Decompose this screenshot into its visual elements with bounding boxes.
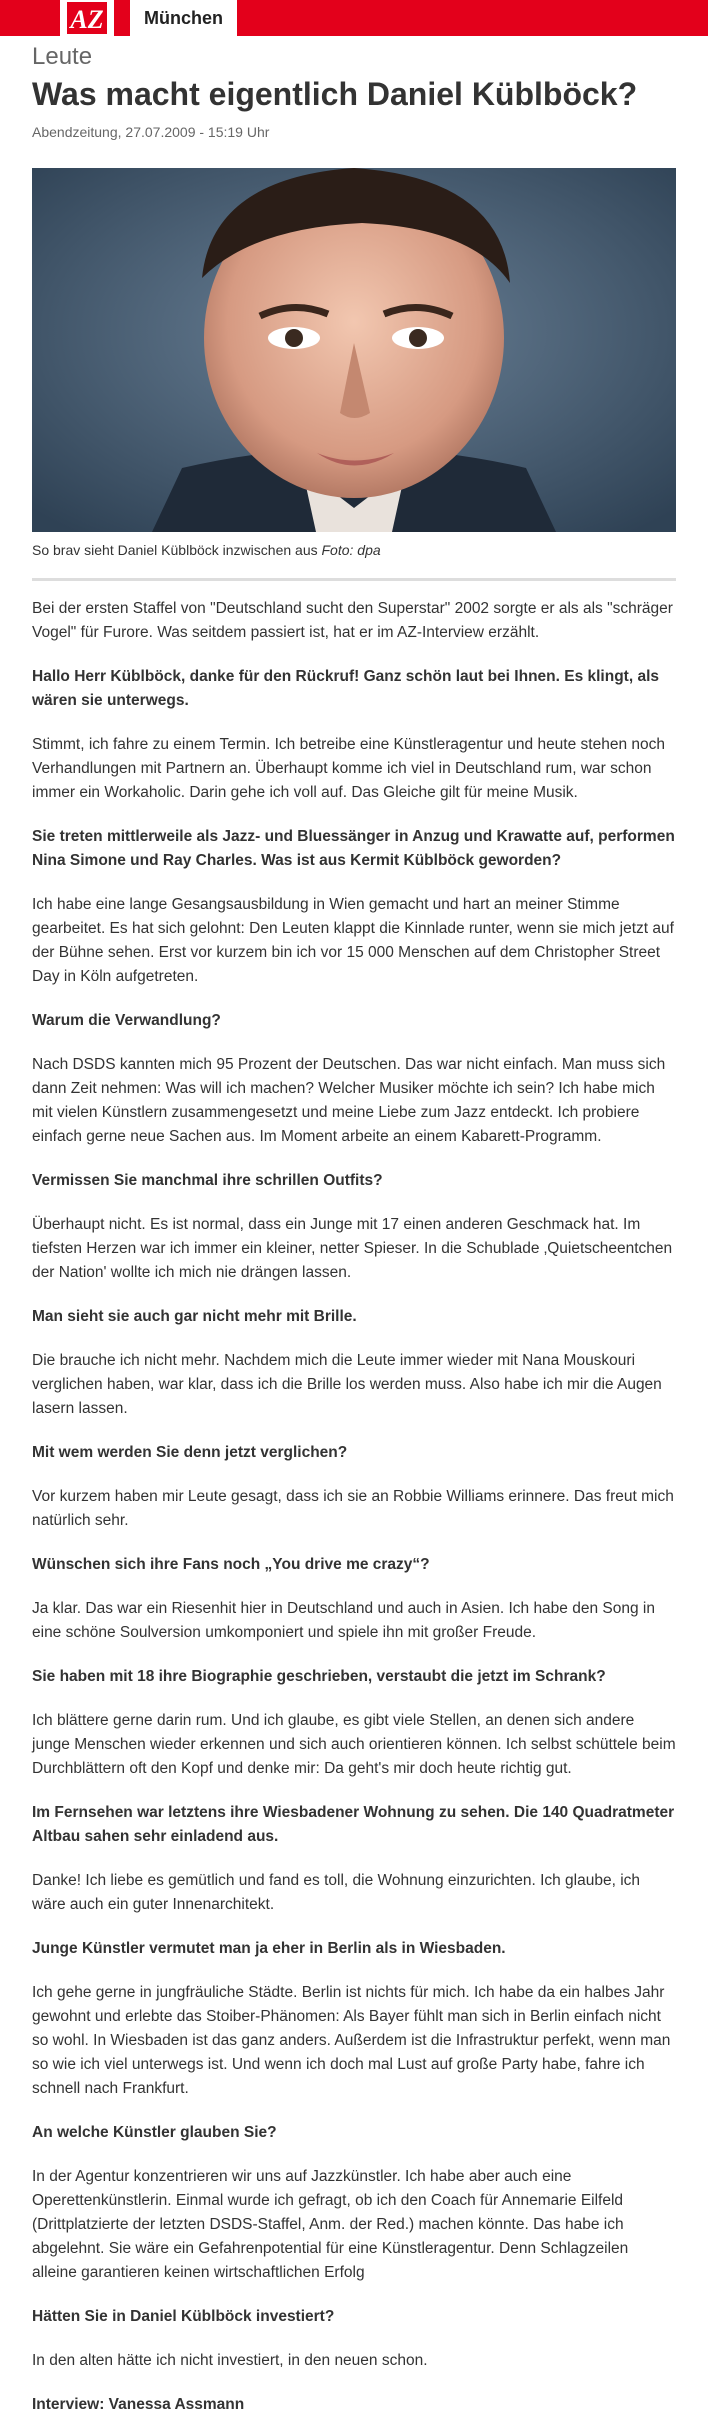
article-title: Was macht eigentlich Daniel Küblböck? [32, 76, 638, 112]
interview-answer: Danke! Ich liebe es gemütlich und fand es toll, die Wohnung einzurichten. Ich glaube, ich wäre auch ein guter Innenarchitekt. [32, 1872, 641, 1913]
article-photo [32, 168, 676, 532]
interview-answer: In den alten hätte ich nicht investiert, in den neuen schon. [32, 2352, 428, 2369]
az-logo-mark [65, 2, 109, 34]
interview-question: Hallo Herr Küblböck, danke für den Rückruf! Ganz schön laut bei Ihnen. Es klingt, als wären sie unterwegs. [32, 668, 659, 709]
interview-answer: Die brauche ich nicht mehr. Nachdem mich die Leute immer wieder mit Nana Mouskouri verglichen haben, war klar, dass ich die Brille los werden muss. Also habe ich mir die Augen lasern lassen. [32, 1352, 662, 1417]
portrait-image [32, 168, 676, 532]
interview-answer: Ja klar. Das war ein Riesenhit hier in Deutschland und auch in Asien. Ich habe den Song in eine schöne Soulversion umkomponiert und spiele ihn mit großer Freude. [32, 1600, 655, 1641]
interview-question: Sie haben mit 18 ihre Biographie geschrieben, verstaubt die jetzt im Schrank? [32, 1668, 606, 1685]
section-kicker[interactable]: Leute [32, 43, 93, 70]
interview-question: Hätten Sie in Daniel Küblböck investiert? [32, 2308, 335, 2325]
photo-caption [0, 532, 708, 568]
interview-answer: Ich habe eine lange Gesangsausbildung in Wien gemacht und hart an meiner Stimme gearbeitet. Es hat sich gelohnt: Den Leuten klappt die Kinnlade runter, wenn sie mich jetzt auf der Bühne sehen. Erst vor kurzem bin ich vor 15 000 Menschen auf dem Christopher Street Day in Köln aufgetreten. [32, 896, 674, 985]
svg-text:AZ: AZ [70, 5, 104, 34]
caption-text: So brav sieht Daniel Küblböck inzwischen aus [32, 542, 318, 558]
interview-answer: In der Agentur konzentrieren wir uns auf Jazzkünstler. Ich habe aber auch eine Operettenkünstlerin. Einmal wurde ich gefragt, ob ich den Coach für Annemarie Eilfeld (Drittplatzierte der letzten DSDS-Staffel, Anm. der Red.) machen könnte. Das habe ich abgelehnt. Sie wäre ein Gefahrenpotential für eine Künstleragentur. Denn Schlagzeilen alleine garantieren keinen wirtschaftlichen Erfolg [32, 2168, 629, 2281]
interview-author: Interview: Vanessa Assmann [32, 2396, 245, 2413]
top-bar [0, 0, 708, 36]
interview-question: An welche Künstler glauben Sie? [32, 2124, 277, 2141]
photo-credit: Foto: dpa [321, 542, 381, 558]
interview-question: Man sieht sie auch gar nicht mehr mit Brille. [32, 1308, 357, 1325]
article-meta: Abendzeitung, 27.07.2009 - 15:19 Uhr [32, 124, 270, 140]
interview-answer: Nach DSDS kannten mich 95 Prozent der Deutschen. Das war nicht einfach. Man muss sich dann Zeit nehmen: Was will ich machen? Welcher Musiker möchte ich sein? Ich habe mich mit vielen Künstlern zusammengesetzt und meine Liebe zum Jazz entdeckt. Ich probiere einfach gerne neue Sachen aus. Im Moment arbeite an einem Kabarett-Programm. [32, 1056, 666, 1145]
interview-question: Im Fernsehen war letztens ihre Wiesbadener Wohnung zu sehen. Die 140 Quadratmeter Altbau sahen sehr einladend aus. [32, 1804, 675, 1845]
interview-question: Wünschen sich ihre Fans noch „You drive me crazy“? [32, 1556, 430, 1573]
article-header [0, 42, 708, 140]
interview-question: Sie treten mittlerweile als Jazz- und Bluessänger in Anzug und Krawatte auf, performen Nina Simone und Ray Charles. Was ist aus Kermit Küblböck geworden? [32, 828, 675, 869]
az-logo[interactable] [60, 0, 114, 36]
interview-question: Junge Künstler vermutet man ja eher in Berlin als in Wiesbaden. [32, 1940, 506, 1957]
interview-answer: Stimmt, ich fahre zu einem Termin. Ich betreibe eine Künstleragentur und heute stehen noch Verhandlungen mit Partnern an. Überhaupt komme ich viel in Deutschland rum, war schon immer ein Workaholic. Darin gehe ich voll auf. Das Gleiche gilt für meine Musik. [32, 736, 665, 801]
interview-question: Warum die Verwandlung? [32, 1012, 221, 1029]
interview-answer: Vor kurzem haben mir Leute gesagt, dass ich sie an Robbie Williams erinnere. Das freut mich natürlich sehr. [32, 1488, 674, 1529]
city-label[interactable]: München [130, 0, 237, 36]
interview-answer: Ich blättere gerne darin rum. Und ich glaube, es gibt viele Stellen, an denen sich andere junge Menschen wieder erkennen und sich auch orientieren können. Ich selbst schüttele beim Durchblättern oft den Kopf und denke mir: Da geht's mir doch heute richtig gut. [32, 1712, 676, 1777]
article-body [0, 581, 708, 2417]
interview-question: Vermissen Sie manchmal ihre schrillen Outfits? [32, 1172, 383, 1189]
interview-answer: Überhaupt nicht. Es ist normal, dass ein Junge mit 17 einen anderen Geschmack hat. Im tiefsten Herzen war ich immer ein kleiner, netter Spieser. In die Schublade ‚Quietscheentchen der Nation' wollte ich mich nie drängen lassen. [32, 1216, 673, 1281]
interview-answer: Ich gehe gerne in jungfräuliche Städte. Berlin ist nichts für mich. Ich habe da ein halbes Jahr gewohnt und erlebte das Stoiber-Phänomen: Als Bayer fühlt man sich in Berlin einfach nicht so wohl. In Wiesbaden ist das ganz anders. Außerdem ist die Infrastruktur perfekt, wenn man so wie ich viel unterwegs ist. Und wenn ich doch mal Lust auf große Party habe, fahre ich schnell nach Frankfurt. [32, 1984, 671, 2097]
interview-question: Mit wem werden Sie denn jetzt verglichen? [32, 1444, 348, 1461]
interview-answer: Bei der ersten Staffel von "Deutschland sucht den Superstar" 2002 sorgte er als als "schräger Vogel" für Furore. Was seitdem passiert ist, hat er im AZ-Interview erzählt. [32, 600, 673, 641]
